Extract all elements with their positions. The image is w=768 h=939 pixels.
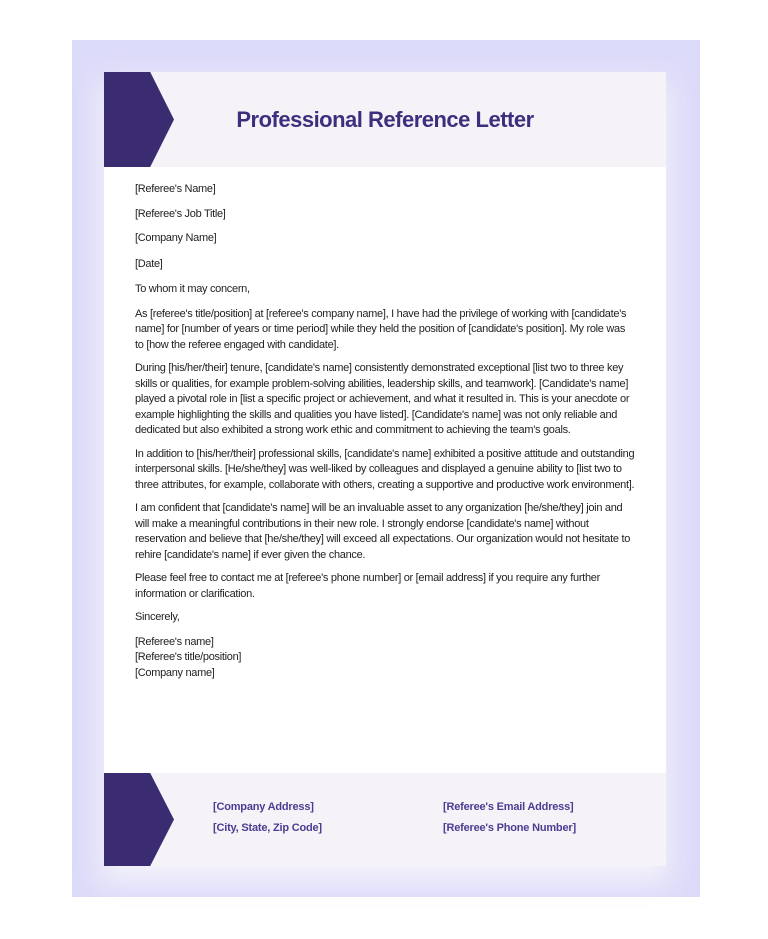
- letter-paragraph: During [his/her/their] tenure, [candidate's name] consistently demonstrated exceptional [list two to three key skills or qualities, for example problem-solving abilities, leadership skills, and teamwork]. [Candidate's name] played a pivotal role in [list a specific project or achievement, and what it resulted in. This is your anecdote or example highlighting the skills and qualities you have listed]. [Candidate's name] was not only reliable and dedicated but also exhibited a strong work ethic and commitment to achieving the team's goals.: [135, 362, 630, 436]
- company-address-line: [Company Address]: [213, 801, 314, 813]
- city-state-zip-line: [City, State, Zip Code]: [213, 822, 322, 834]
- company-name-line: [Company Name]: [135, 232, 217, 244]
- letter-paragraph: In addition to [his/her/their] professional skills, [candidate's name] exhibited a positive attitude and outstanding interpersonal skills. [He/she/they] was well-liked by colleagues and displayed a genuine ability to [list two to three attributes, for example, collaborate with others, creating a supportive and productive work environment].: [135, 447, 635, 491]
- letter-body: [104, 167, 666, 773]
- page-title: Professional Reference Letter: [236, 107, 534, 132]
- salutation-line: To whom it may concern,: [135, 283, 250, 295]
- letter-paragraph: I am confident that [candidate's name] will be an invaluable asset to any organization [he/she/they] join and will make a meaningful contributions in their new role. I strongly endorse [candidate's name] without reservation and believe that [he/she/they] will exceed all expectations. Our organization would not hesitate to rehire [candidate's name] if ever given the chance.: [135, 502, 631, 561]
- referee-email-line: [Referee's Email Address]: [443, 801, 574, 813]
- letter-paragraph: Please feel free to contact me at [referee's phone number] or [email address] if you require any further information or clarification.: [135, 572, 600, 600]
- referee-job-title-line: [Referee's Job Title]: [135, 207, 226, 220]
- footer-contact-column: [443, 800, 576, 842]
- template-background-panel: [72, 40, 700, 897]
- letter-header: [104, 72, 666, 167]
- letter-paragraph: As [referee's title/position] at [referee's company name], I have had the privilege of working with [candidate's name] for [number of years or time period] while they held the position of [candidate's position]. My role was to [how the referee engaged with candidate].: [135, 307, 627, 351]
- footer-address-column: [213, 800, 322, 842]
- letter-page: [104, 72, 666, 866]
- signature-title-line: [Referee's title/position]: [135, 651, 242, 663]
- closing-line: Sincerely,: [135, 611, 180, 623]
- referee-name-line: [Referee's Name]: [135, 183, 216, 195]
- signature-company-line: [Company name]: [135, 666, 215, 679]
- footer-accent-pentagon-icon: [104, 773, 174, 866]
- signature-name-line: [Referee's name]: [135, 635, 214, 648]
- date-line: [Date]: [135, 257, 163, 270]
- referee-phone-line: [Referee's Phone Number]: [443, 822, 576, 834]
- letter-footer: [104, 773, 666, 866]
